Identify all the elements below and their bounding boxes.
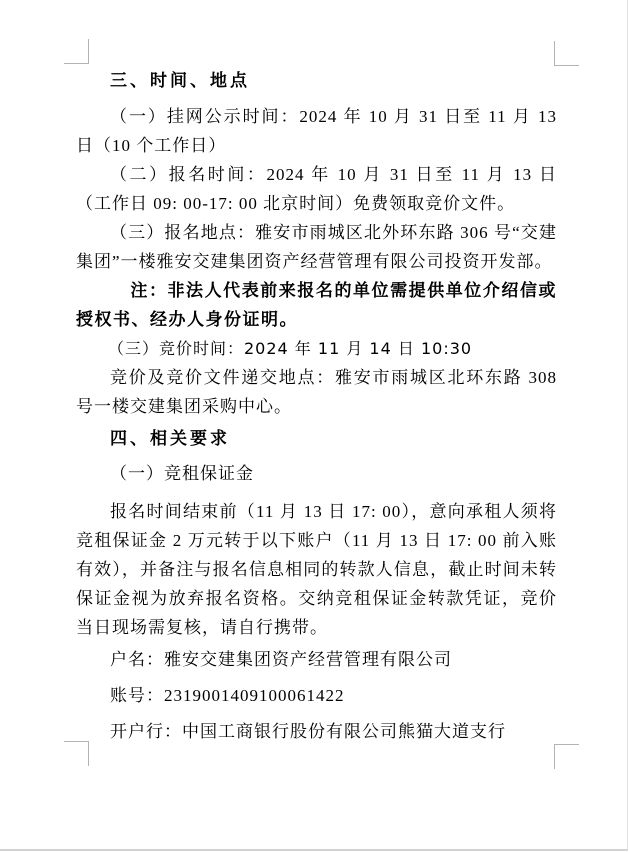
paragraph-registration-time: （二）报名时间：2024 年 10 月 31 日至 11 月 13 日（工作日 09: 00-17: 00 北京时间）免费领取竞价文件。 — [76, 165, 557, 213]
paragraph-bidding-time: （三）竞价时间：2024 年 11 月 14 日 10:30 — [108, 339, 473, 358]
paragraph-deposit-details: 报名时间结束前（11 月 13 日 17: 00），意向承租人须将竞租保证金 2 万元转于以下账户（11 月 13 日 17: 00 前入账有效），并备注与报名信息相同的转款人信息，截止时间未转保证金视为放弃报名资格。交纳竞租保证金转款凭证，竞价当日现场需复核，请自行携带。 — [76, 502, 557, 637]
section-heading-requirements: 四、相关要求 — [110, 429, 230, 448]
note-paragraph-agent-requirements: 注：非法人代表前来报名的单位需提供单位介绍信或授权书、经办人身份证明。 — [76, 281, 557, 329]
section-heading-time-place: 三、时间、地点 — [110, 71, 250, 90]
paragraph-registration-place: （三）报名地点：雅安市雨城区北外环东路 306 号“交建集团”一楼雅安交建集团资产经营管理有限公司投资开发部。 — [76, 223, 557, 271]
paragraph-publicity-time: （一）挂网公示时间：2024 年 10 月 31 日至 11 月 13 日（10 个工作日） — [76, 107, 557, 155]
paragraph-deposit-heading: （一）竞租保证金 — [110, 464, 254, 483]
account-number-line: 账号：2319001409100061422 — [110, 686, 345, 705]
document-text-area — [76, 64, 557, 750]
margin-crop-mark-top-left — [64, 39, 89, 64]
margin-crop-mark-top-right — [554, 41, 579, 66]
account-holder-line: 户名：雅安交建集团资产经营管理有限公司 — [110, 650, 452, 669]
bank-branch-line: 开户行：中国工商银行股份有限公司熊猫大道支行 — [110, 722, 506, 741]
paragraph-bidding-place: 竞价及竞价文件递交地点：雅安市雨城区北环东路 308 号一楼交建集团采购中心。 — [76, 368, 557, 416]
margin-crop-mark-bottom-right — [554, 744, 579, 769]
